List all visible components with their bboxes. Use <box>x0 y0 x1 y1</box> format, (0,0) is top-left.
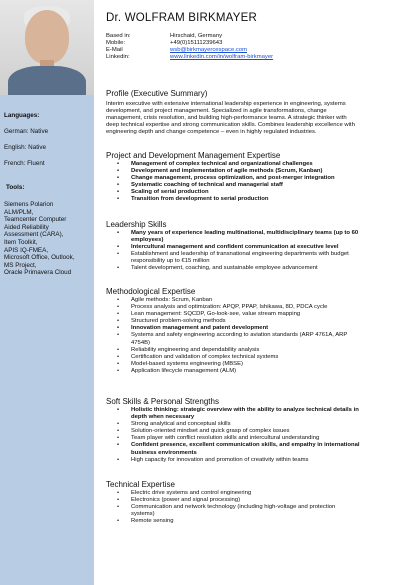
section-list <box>106 230 406 273</box>
bullet-item <box>106 325 406 332</box>
bullet-line: responsibility up to €15 million <box>131 258 210 265</box>
bullet-item <box>106 361 406 368</box>
bullet-line: 4754B) <box>131 339 150 346</box>
bullet-line: • Electronics (power and signal processing) <box>131 497 241 504</box>
contact-row <box>106 33 273 40</box>
profile-line: Interim executive with extensive international leadership experience in engineering, systems <box>106 101 346 107</box>
bullet-line: • Agile methods: Scrum, Kanban <box>131 297 213 303</box>
bullet-line: • Transition from development to serial production <box>131 196 269 203</box>
bullet-line: depth when necessary <box>131 414 195 421</box>
bullet-item <box>106 435 406 442</box>
tool-item: Teamcenter Computer <box>4 216 67 224</box>
profile-line: deep technical expertise and strong communication skills. Combines leadership excellence with <box>106 122 355 129</box>
bullet-line: • Application lifecycle management (ALM) <box>131 367 237 374</box>
profile-line: engineering depth and change competence – even in highly regulated industries. <box>106 129 317 136</box>
bullet-line: • Electric drive systems and control engineering <box>131 490 252 496</box>
bullet-item <box>106 265 406 272</box>
section-list <box>106 297 406 375</box>
photo-face <box>25 10 69 64</box>
bullet-line: • Process analysis and optimization: APQP, PPAP, Ishikawa, 8D, PDCA cycle <box>131 304 328 311</box>
profile-line: management, crisis resolution, and building high-performance teams. A strategic thinker with <box>106 115 347 122</box>
contact-label: E-Mail <box>106 47 123 54</box>
bullet-line: systems) <box>131 511 155 518</box>
bullet-item <box>106 504 406 518</box>
contact-block <box>106 33 273 61</box>
bullet-item <box>106 442 406 456</box>
bullet-line: • Strong analytical and conceptual skills <box>131 421 231 428</box>
bullet-line: • Model-based systems engineering (MBSE) <box>131 360 243 367</box>
profile-summary <box>106 101 404 136</box>
tool-item: Siemens Polarion <box>4 201 54 208</box>
bullet-line: • Management of complex technical and organizational challenges <box>131 161 313 167</box>
profile-line: development, and project management. Specialized in agile transformations, change <box>106 108 327 115</box>
language-item: English: Native <box>4 144 46 151</box>
bullet-item <box>106 230 406 244</box>
bullet-item <box>106 428 406 435</box>
bullet-line: • Scaling of serial production <box>131 189 209 196</box>
linkedin-link[interactable]: www.linkedin.com/in/wolfram-birkmayer <box>170 54 274 61</box>
section-heading: Soft Skills & Personal Strengths <box>106 397 219 406</box>
section-heading: Technical Expertise <box>106 480 175 489</box>
bullet-item <box>106 196 406 203</box>
bullet-item <box>106 244 406 251</box>
section-list <box>106 161 406 204</box>
bullet-item <box>106 168 406 175</box>
bullet-line: • Certification and validation of complex technical systems <box>131 353 279 360</box>
bullet-item <box>106 175 406 182</box>
bullet-item <box>106 354 406 361</box>
tools-list <box>4 201 92 277</box>
section-heading: Leadership Skills <box>106 220 167 229</box>
contact-row <box>106 54 273 61</box>
bullet-item <box>106 421 406 428</box>
tool-item: MS Project, <box>4 261 37 269</box>
tools-heading: Tools: <box>6 184 25 191</box>
contact-row <box>106 47 273 54</box>
bullet-line: • Communication and network technology (including high-voltage and protection <box>131 504 336 511</box>
bullet-line: • Reliability engineering and dependability analysis <box>131 346 260 353</box>
bullet-line: • High capacity for innovation and promotion of creativity within teams <box>131 456 309 463</box>
email-link[interactable]: wsb@birkmayercespace.com <box>170 47 248 54</box>
bullet-item <box>106 311 406 318</box>
tool-item: Microsoft Office, Outlook, <box>4 254 75 262</box>
contact-label: Mobile: <box>106 40 125 47</box>
bullet-line: • Systems and safety engineering according to aviation standards (ARP 4761A, ARP <box>131 332 348 339</box>
language-item: French: Fluent <box>4 160 45 167</box>
bullet-item <box>106 189 406 196</box>
bullet-item <box>106 182 406 189</box>
tool-item: ALM/PLM, <box>4 208 34 216</box>
contact-phone: +49(0)15111239643 <box>170 40 223 47</box>
bullet-item <box>106 490 406 497</box>
bullet-line: • Solution-oriented mindset and quick grasp of complex issues <box>131 428 290 435</box>
bullet-line: • Structured problem-solving methods <box>131 318 226 325</box>
bullet-item <box>106 161 406 168</box>
contact-label: Linkedin: <box>106 54 130 61</box>
bullet-line: • Development and implementation of agile methods (Scrum, Kanban) <box>131 168 323 175</box>
bullet-item <box>106 368 406 375</box>
bullet-item <box>106 332 406 346</box>
bullet-line: • Intercultural management and confident communication at executive level <box>131 244 339 251</box>
tool-item: Oracle Primavera Cloud <box>4 269 72 277</box>
bullet-item <box>106 497 406 504</box>
tool-item: Assessment (CARA), <box>4 231 64 239</box>
section-list <box>106 407 406 464</box>
person-name: Dr. WOLFRAM BIRKMAYER <box>106 12 257 24</box>
contact-row <box>106 40 273 47</box>
section-heading: Methodological Expertise <box>106 287 196 296</box>
bullet-item <box>106 518 406 525</box>
bullet-line: • Confident presence, excellent communication skills, and empathy in international <box>131 442 360 449</box>
profile-photo <box>0 0 94 95</box>
contact-label: Based in: <box>106 33 131 39</box>
languages-heading: Languages: <box>4 112 40 119</box>
bullet-line: • Change management, process optimization, and post-merger integration <box>131 175 335 182</box>
bullet-item <box>106 457 406 464</box>
bullet-line: • Systematic coaching of technical and managerial staff <box>131 182 283 189</box>
photo-shirt <box>8 66 86 95</box>
bullet-line: • Holistic thinking: strategic overview with the ability to analyze technical details in <box>131 407 359 413</box>
bullet-item <box>106 347 406 354</box>
bullet-line: business environments <box>131 449 197 456</box>
bullet-item <box>106 297 406 304</box>
bullet-line: • Innovation management and patent development <box>131 325 269 332</box>
bullet-item <box>106 318 406 325</box>
contact-location: Hirschaid, Germany <box>170 33 223 39</box>
bullet-line: • Remote sensing <box>131 518 174 525</box>
bullet-item <box>106 304 406 311</box>
tool-item: APIS IQ-FMEA, <box>4 246 49 254</box>
bullet-line: • Lean management: SQCDP, Go-look-see, value stream mapping <box>131 311 301 318</box>
bullet-line: • Establishment and leadership of transnational engineering departments with budget <box>131 251 349 258</box>
language-item: German: Native <box>4 128 49 135</box>
bullet-line: • Talent development, coaching, and sustainable employee advancement <box>131 265 318 272</box>
bullet-line: employees) <box>131 237 164 244</box>
bullet-item <box>106 251 406 265</box>
section-heading: Project and Development Management Expertise <box>106 151 281 160</box>
profile-heading: Profile (Executive Summary) <box>106 89 208 98</box>
bullet-line: • Many years of experience leading multinational, multidisciplinary teams (up to 60 <box>131 230 359 236</box>
section-list <box>106 490 406 525</box>
tool-item: Aided Reliability <box>4 223 49 231</box>
tool-item: Item Toolkit, <box>4 238 38 246</box>
bullet-line: • Team player with conflict resolution skills and intercultural understanding <box>131 435 320 442</box>
bullet-item <box>106 407 406 421</box>
